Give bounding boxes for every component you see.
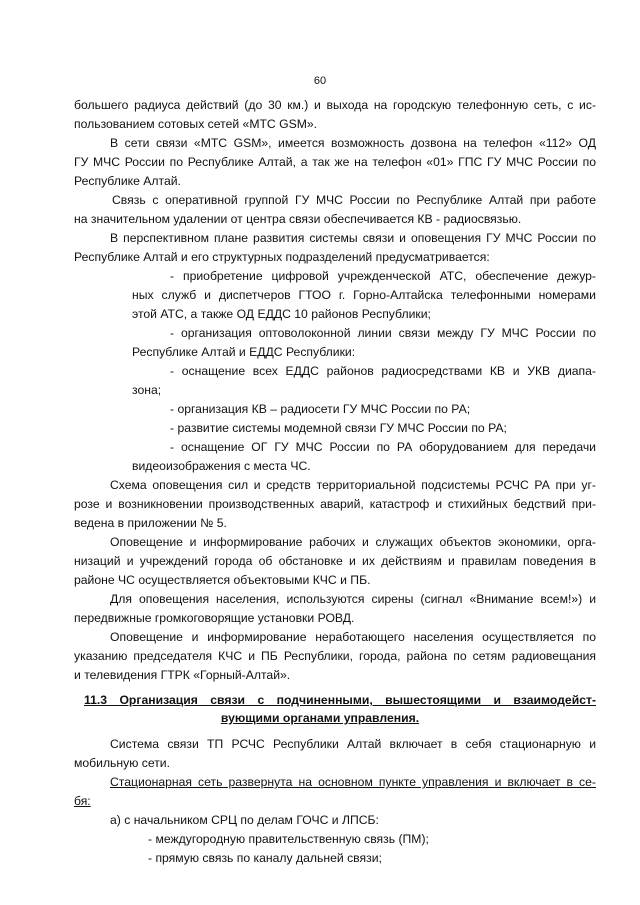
text-line: В перспективном плане развития системы связи и оповещения ГУ МЧС России по xyxy=(110,231,596,245)
text-line: и телевидения ГТРК «Горный-Алтай». xyxy=(74,668,291,682)
list-item-continuation: зона; xyxy=(132,383,162,397)
text-line: Схема оповещения сил и средств территориальной подсистемы РСЧС РА при уг- xyxy=(110,478,596,492)
text-line: В сети связи «МТС GSM», имеется возможность дозвона на телефон «112» ОД xyxy=(110,136,596,150)
text-line: Оповещение и информирование рабочих и служащих объектов экономики, орга- xyxy=(110,535,596,549)
underlined-text-line: бя: xyxy=(74,794,91,808)
text-line: розе и возникновении производственных аварий, катастроф и стихийных бедствий при- xyxy=(74,497,596,511)
list-item: - прямую связь по каналу дальней связи; xyxy=(148,851,382,865)
text-line: Связь с оперативной группой ГУ МЧС России по Республике Алтай при работе xyxy=(112,193,596,207)
list-item: - междугородную правительственную связь (ПМ); xyxy=(148,832,429,846)
section-heading: 11.3 Организация связи с подчиненными, вышестоящими и взаимодейст- xyxy=(84,693,596,707)
text-line: низаций и учреждений города об обстановке и их действиям и правилам поведения в xyxy=(74,554,596,568)
text-line: Система связи ТП РСЧС Республики Алтай включает в себя стационарную и xyxy=(110,737,596,751)
underlined-text-line: Стационарная сеть развернута на основном пункте управления и включает в се- xyxy=(110,775,596,789)
list-item-continuation: Республике Алтай и ЕДДС Республики: xyxy=(132,345,356,359)
text-line: ведена в приложении № 5. xyxy=(74,516,227,530)
text-line: Оповещение и информирование неработающего населения осуществляется по xyxy=(110,630,596,644)
text-line: Республике Алтай. xyxy=(74,174,181,188)
list-item-continuation: этой АТС, а также ОД ЕДДС 10 районов Республики; xyxy=(132,307,431,321)
list-item: - оснащение всех ЕДДС районов радиосредствами КВ и УКВ диапа- xyxy=(170,364,596,378)
text-line: а) с начальником СРЦ по делам ГОЧС и ЛПСБ: xyxy=(110,813,379,827)
text-line: указанию председателя КЧС и ПБ Республики, города, района по сетям радиовещания xyxy=(74,649,596,663)
text-line: ГУ МЧС России по Республике Алтай, а так же на телефон «01» ГПС ГУ МЧС России по xyxy=(74,155,596,169)
text-line: большего радиуса действий (до 30 км.) и выхода на городскую телефонную сеть, с ис- xyxy=(74,98,596,112)
list-item: - приобретение цифровой учрежденческой АТС, обеспечение дежур- xyxy=(170,269,596,283)
text-line: Для оповещения населения, используются сирены (сигнал «Внимание всем!») и xyxy=(110,592,596,606)
text-line: мобильную сети. xyxy=(74,756,170,770)
list-item-continuation: видеоизображения с места ЧС. xyxy=(132,459,311,473)
page-number: 60 xyxy=(313,75,327,87)
text-line: Республике Алтай и его структурных подразделений предусматривается: xyxy=(74,250,490,264)
text-line: пользованием сотовых сетей «МТС GSM». xyxy=(74,117,318,131)
text-line: передвижные громкоговорящие установки РОВД. xyxy=(74,611,355,625)
list-item: - оснащение ОГ ГУ МЧС России по РА оборудованием для передачи xyxy=(170,440,596,454)
list-item: - развитие системы модемной связи ГУ МЧС России по РА; xyxy=(170,421,507,435)
list-item-continuation: ных служб и диспетчеров ГТОО г. Горно-Алтайска телефонными номерами xyxy=(132,288,596,302)
list-item: - организация КВ – радиосети ГУ МЧС России по РА; xyxy=(170,402,471,416)
text-line: районе ЧС осуществляется объектовыми КЧС и ПБ. xyxy=(74,573,371,587)
text-line: на значительном удалении от центра связи обеспечивается КВ - радиосвязью. xyxy=(74,212,522,226)
list-item: - организация оптоволоконной линии связи между ГУ МЧС России по xyxy=(170,326,596,340)
section-heading-continuation: вующими органами управления. xyxy=(220,711,420,725)
